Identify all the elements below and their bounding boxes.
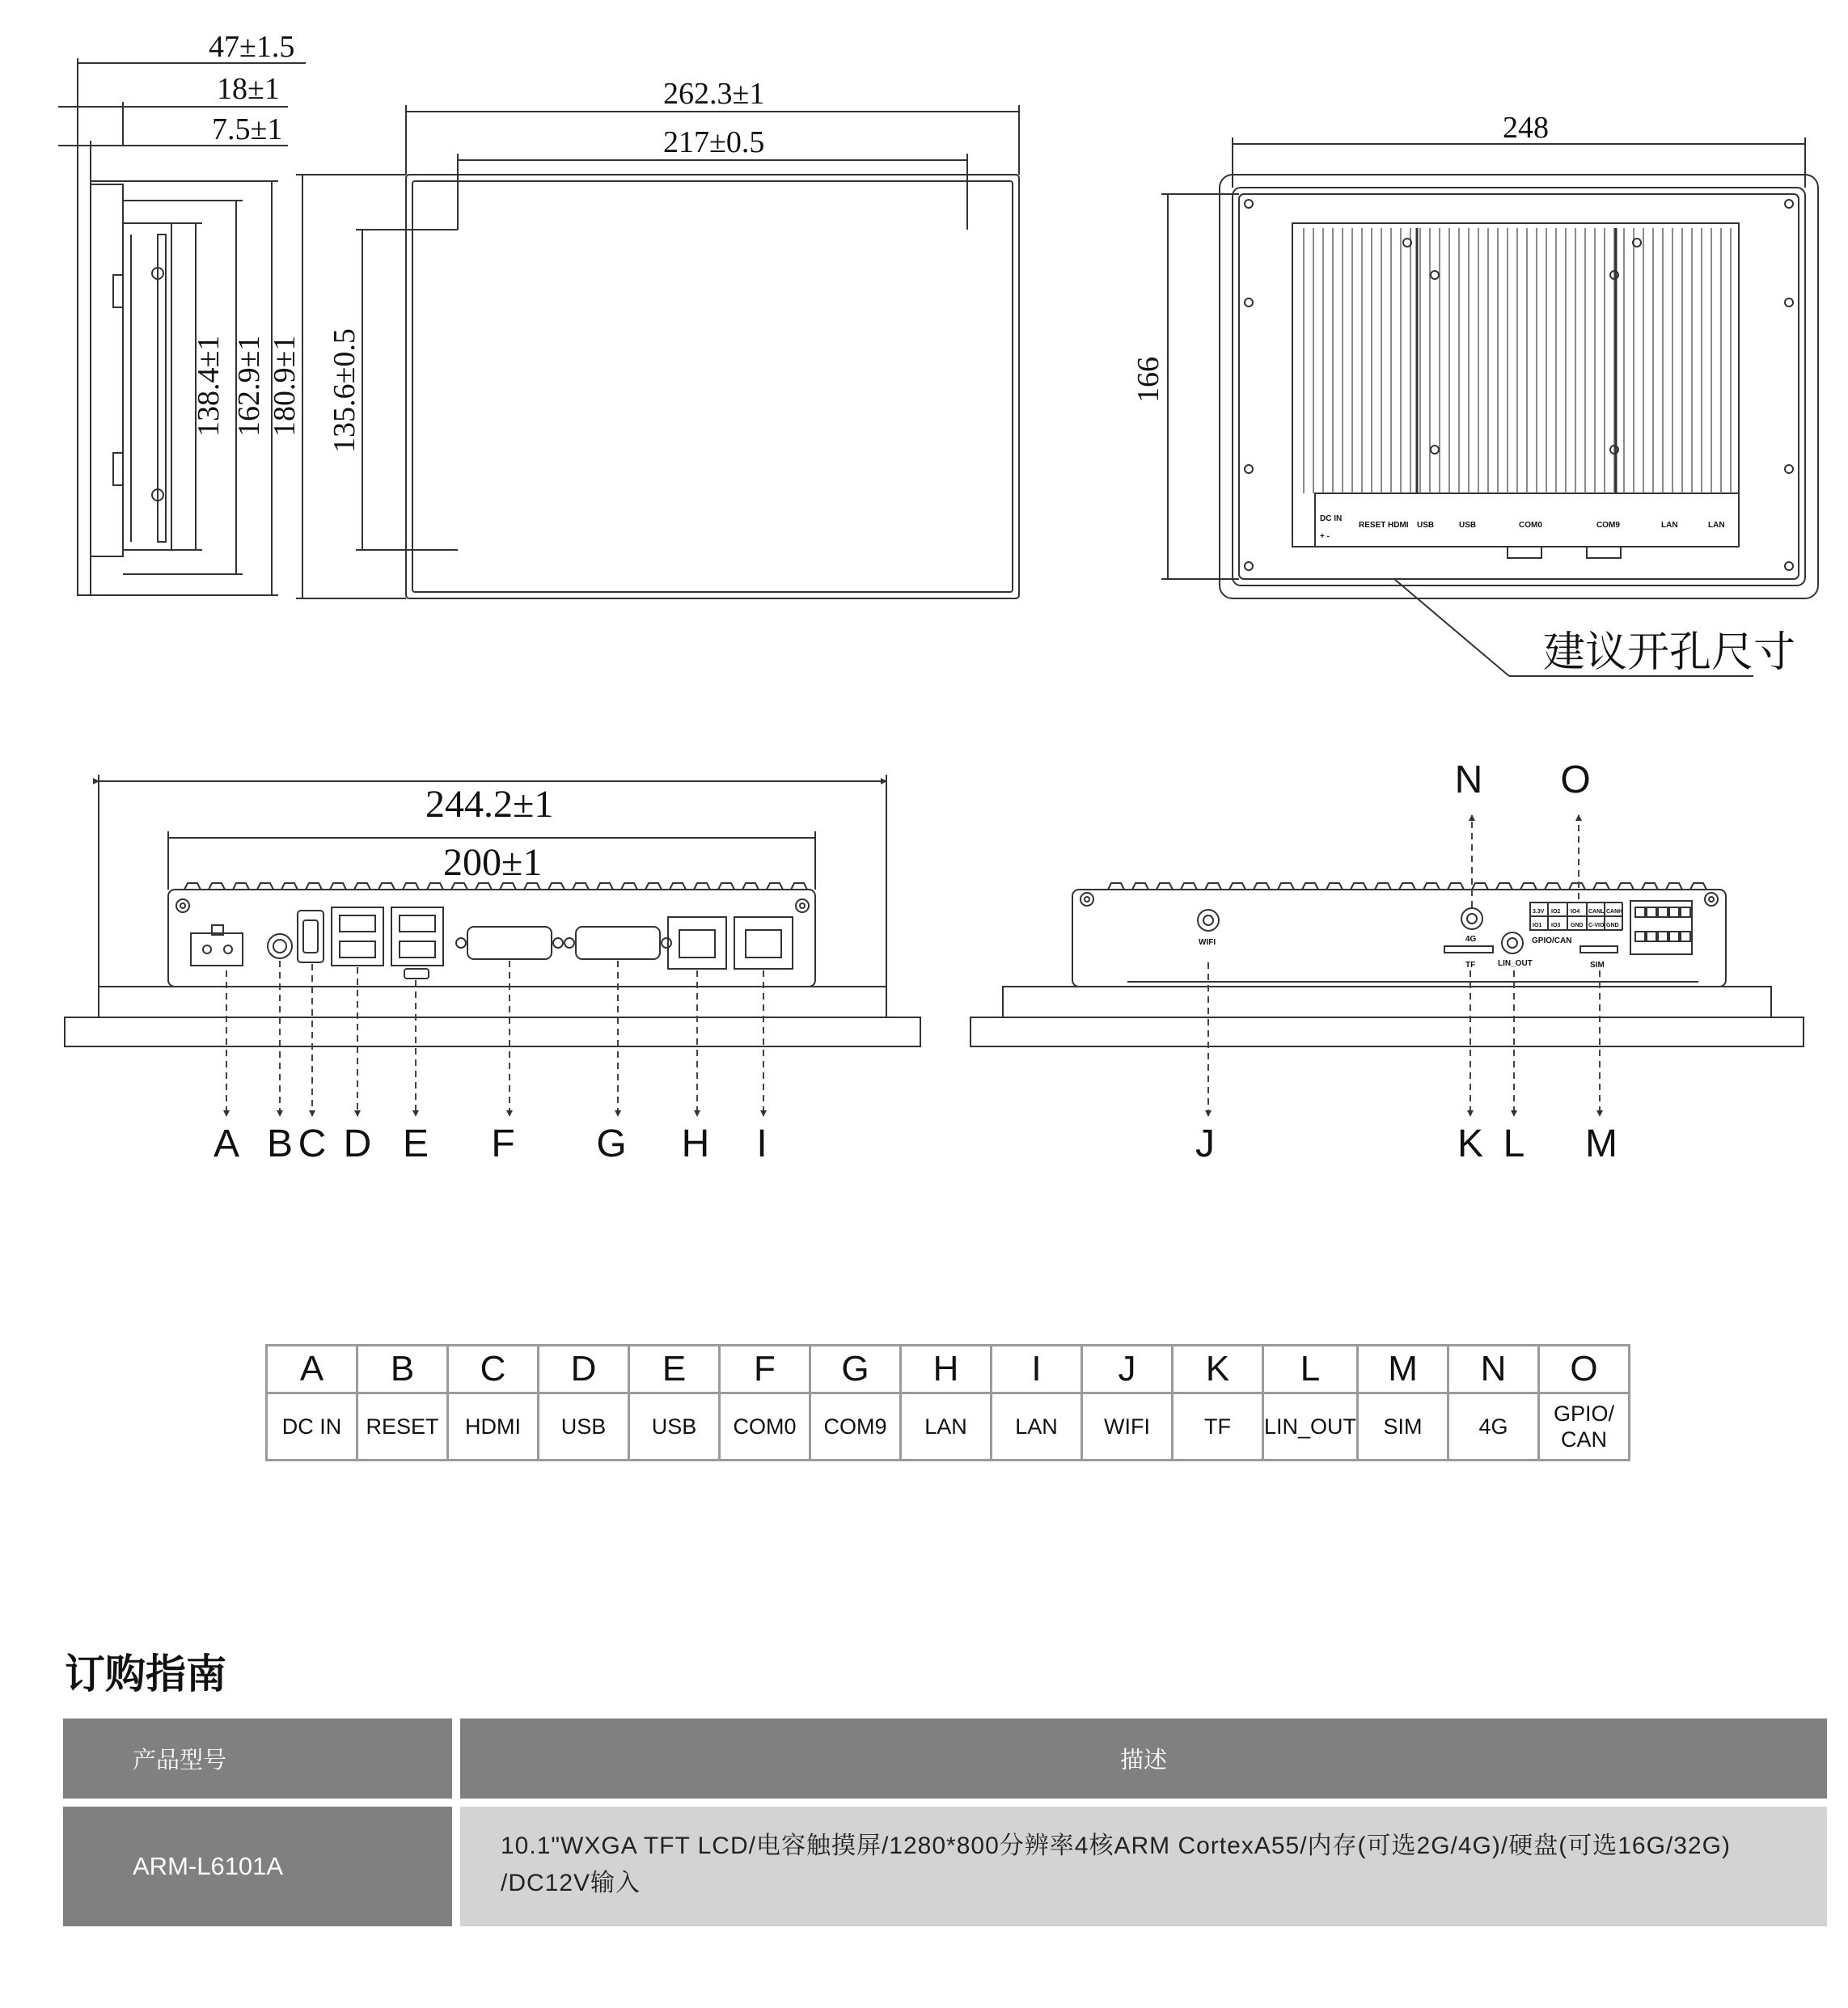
port-name: RESET: [357, 1393, 448, 1461]
callouts-side: [1195, 759, 1618, 1165]
dim-side-h1: 138.4±1: [192, 335, 226, 437]
ordering-header-model: 产品型号: [63, 1718, 452, 1799]
back-label-sign: + -: [1320, 532, 1330, 541]
bottom-view: [65, 775, 920, 1116]
dim-front-width: 262.3±1: [663, 77, 765, 111]
port-letter: G: [810, 1346, 901, 1393]
dim-back-height: 166: [1131, 357, 1165, 403]
gpio-cell: 3.3V: [1533, 909, 1545, 915]
dim-front-view-width: 217±0.5: [663, 125, 765, 159]
dim-side-h2: 162.9±1: [232, 335, 266, 437]
dim-side-depth: 47±1.5: [209, 30, 295, 64]
ordering-description-line-2: /DC12V输入: [501, 1870, 641, 1896]
port-letter: M: [1358, 1346, 1448, 1393]
port-letter: K: [1173, 1346, 1263, 1393]
back-label-usb2: USB: [1459, 521, 1477, 530]
back-label-hdmi: HDMI: [1388, 521, 1409, 530]
port-name: COM0: [720, 1393, 810, 1461]
callout-c: C: [298, 1122, 327, 1165]
gpio-cell: GND: [1606, 923, 1619, 928]
port-legend-table: [265, 1344, 1630, 1461]
callouts-bottom: [214, 1122, 768, 1165]
port-letter: H: [901, 1346, 992, 1393]
port-letter: I: [992, 1346, 1082, 1393]
callout-h: H: [681, 1122, 710, 1165]
back-label-lan2: LAN: [1708, 521, 1725, 530]
callout-b: B: [266, 1122, 294, 1165]
port-name: LAN: [992, 1393, 1082, 1461]
callout-l: L: [1503, 1122, 1525, 1165]
side-label-4g: 4G: [1465, 935, 1477, 944]
port-name: SIM: [1358, 1393, 1448, 1461]
gpio-cell: IO1: [1533, 923, 1542, 928]
port-name: COM9: [810, 1393, 901, 1461]
callout-d: D: [343, 1122, 372, 1165]
back-label-lan1: LAN: [1661, 521, 1678, 530]
callout-o: O: [1560, 759, 1591, 801]
port-letter: F: [720, 1346, 810, 1393]
port-name: LIN_OUT: [1263, 1393, 1358, 1461]
front-view: [296, 105, 1019, 598]
port-name: DC IN: [267, 1393, 357, 1461]
dim-bottom-body-width: 200±1: [443, 841, 543, 884]
side-label-wifi: WIFI: [1199, 938, 1216, 947]
ordering-description-cell: [460, 1807, 1827, 1926]
port-letter: E: [629, 1346, 720, 1393]
dim-side-h3: 180.9±1: [268, 335, 302, 437]
port-letter: J: [1082, 1346, 1173, 1393]
port-name: USB: [539, 1393, 629, 1461]
dim-bottom-total-width: 244.2±1: [425, 783, 554, 826]
callout-m: M: [1585, 1122, 1618, 1165]
gpio-cell: IO3: [1551, 923, 1561, 928]
port-letter: O: [1539, 1346, 1630, 1393]
back-view: [1161, 137, 1818, 676]
port-name: 4G: [1448, 1393, 1539, 1461]
port-letter: L: [1263, 1346, 1358, 1393]
gpio-cell: C-VIO: [1588, 923, 1605, 928]
back-port-labels: [1320, 514, 1725, 541]
callout-n: N: [1454, 759, 1483, 801]
ordering-header-description: 描述: [460, 1718, 1827, 1799]
port-name: LAN: [901, 1393, 992, 1461]
callout-g: G: [596, 1122, 627, 1165]
side-label-lin-out: LIN_OUT: [1498, 959, 1533, 968]
gpio-cell: IO2: [1551, 909, 1561, 915]
side-label-tf: TF: [1465, 961, 1476, 970]
side-port-view: [971, 815, 1804, 1116]
gpio-cell: IO4: [1571, 909, 1580, 915]
dim-side-mid: 18±1: [217, 72, 280, 106]
port-name: WIFI: [1082, 1393, 1173, 1461]
dim-front-view-height: 135.6±0.5: [328, 328, 362, 453]
ordering-guide-title: 订购指南: [65, 1651, 226, 1697]
side-label-sim: SIM: [1590, 961, 1605, 970]
port-letter: A: [267, 1346, 357, 1393]
gpio-cell: CANL: [1588, 909, 1605, 915]
ordering-description-line-1: 10.1"WXGA TFT LCD/电容触摸屏/1280*800分辨率4核ARM CortexA55/内存(可选2G/4G)/硬盘(可选16G/32G): [501, 1833, 1731, 1859]
port-name: USB: [629, 1393, 720, 1461]
callout-k: K: [1457, 1122, 1484, 1165]
callout-a: A: [213, 1122, 240, 1165]
port-name: TF: [1173, 1393, 1263, 1461]
back-label-com9: COM9: [1596, 521, 1620, 530]
dim-back-width: 248: [1503, 111, 1549, 145]
port-legend-letters-row: [267, 1346, 1630, 1393]
port-legend-names-row: [267, 1393, 1630, 1461]
side-label-gpio: GPIO/CAN: [1532, 936, 1572, 945]
callout-i: I: [756, 1122, 768, 1165]
back-label-com0: COM0: [1519, 521, 1542, 530]
port-letter: B: [357, 1346, 448, 1393]
port-letter: D: [539, 1346, 629, 1393]
ordering-model-cell: ARM-L6101A: [63, 1807, 452, 1926]
gpio-block-labels: [1533, 909, 1622, 928]
gpio-cell: GND: [1571, 923, 1584, 928]
port-name: HDMI: [448, 1393, 539, 1461]
callout-e: E: [402, 1122, 429, 1165]
back-label-reset: RESET: [1359, 521, 1386, 530]
callout-f: F: [491, 1122, 515, 1165]
port-letter: N: [1448, 1346, 1539, 1393]
port-letter: C: [448, 1346, 539, 1393]
back-label-dcin: DC IN: [1320, 514, 1343, 523]
dim-side-front: 7.5±1: [212, 112, 283, 146]
cutout-note: 建议开孔尺寸: [1543, 628, 1796, 677]
callout-j: J: [1195, 1122, 1215, 1165]
port-name: GPIO/ CAN: [1539, 1393, 1630, 1461]
back-label-usb1: USB: [1417, 521, 1435, 530]
gpio-cell: CANH: [1606, 909, 1623, 915]
